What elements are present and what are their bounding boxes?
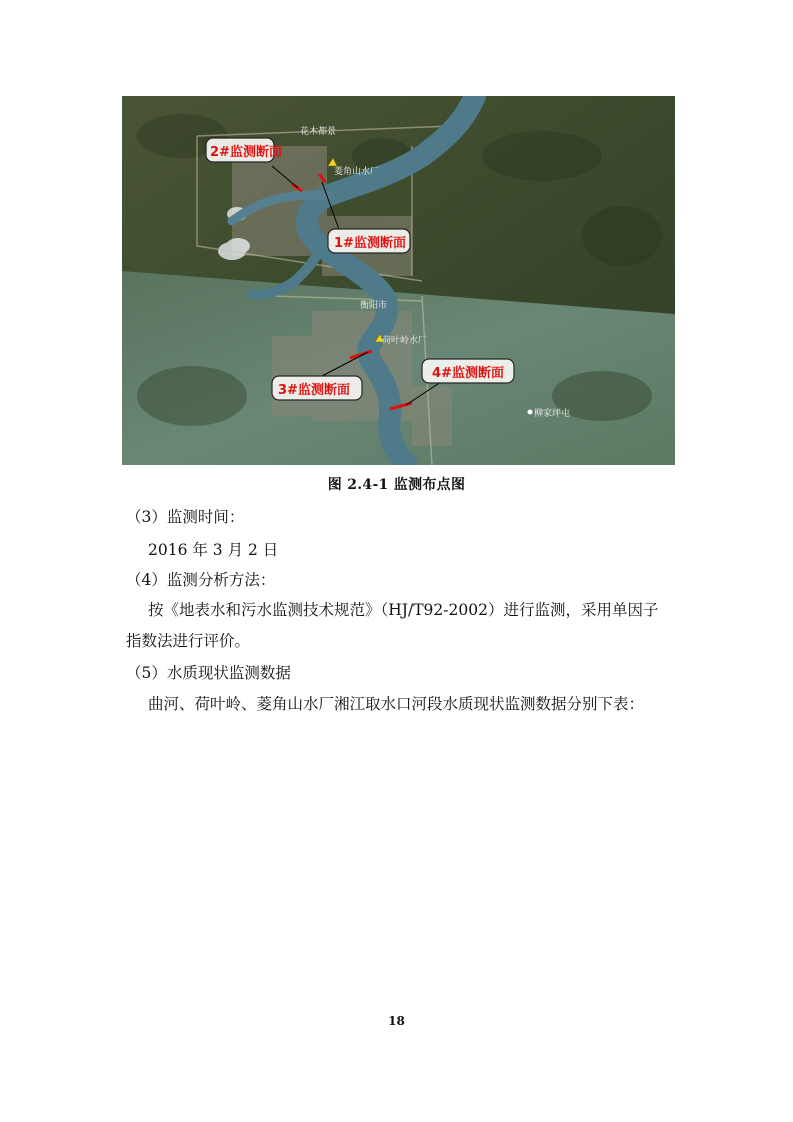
place-label-liujiaping: 柳家坪屯 bbox=[534, 409, 571, 419]
place-label-heyeling: 荷叶岭水厂 bbox=[382, 336, 428, 346]
method-paragraph-line-1: 按《地表水和污水监测技术规范》（HJ/T92-2002）进行监测，采用单因子 bbox=[148, 601, 659, 619]
page-number: 18 bbox=[388, 1014, 405, 1028]
item-3-heading: （3）监测时间： bbox=[126, 508, 245, 526]
place-label-lingjiaoshan: 菱角山水厂 bbox=[334, 167, 380, 177]
section-label-4: 4#监测断面 bbox=[432, 366, 504, 381]
place-label-huamu: 花木都景 bbox=[300, 127, 337, 137]
method-paragraph-line-2: 指数法进行评价。 bbox=[126, 632, 251, 650]
data-intro-paragraph: 曲河、荷叶岭、菱角山水厂湘江取水口河段水质现状监测数据分别下表： bbox=[148, 695, 645, 713]
section-label-1: 1#监测断面 bbox=[334, 236, 406, 251]
item-5-heading: （5）水质现状监测数据 bbox=[126, 664, 291, 682]
item-4-heading: （4）监测分析方法： bbox=[126, 571, 276, 589]
monitoring-date: 2016 年 3 月 2 日 bbox=[148, 541, 279, 559]
monitoring-map bbox=[122, 96, 675, 465]
section-label-3: 3#监测断面 bbox=[278, 383, 350, 398]
section-label-2: 2#监测断面 bbox=[210, 145, 282, 160]
place-pin-icon bbox=[528, 410, 533, 415]
place-label-hengyang: 衡阳市 bbox=[360, 301, 388, 311]
figure-caption: 图 2.4-1 监测布点图 bbox=[327, 477, 466, 493]
